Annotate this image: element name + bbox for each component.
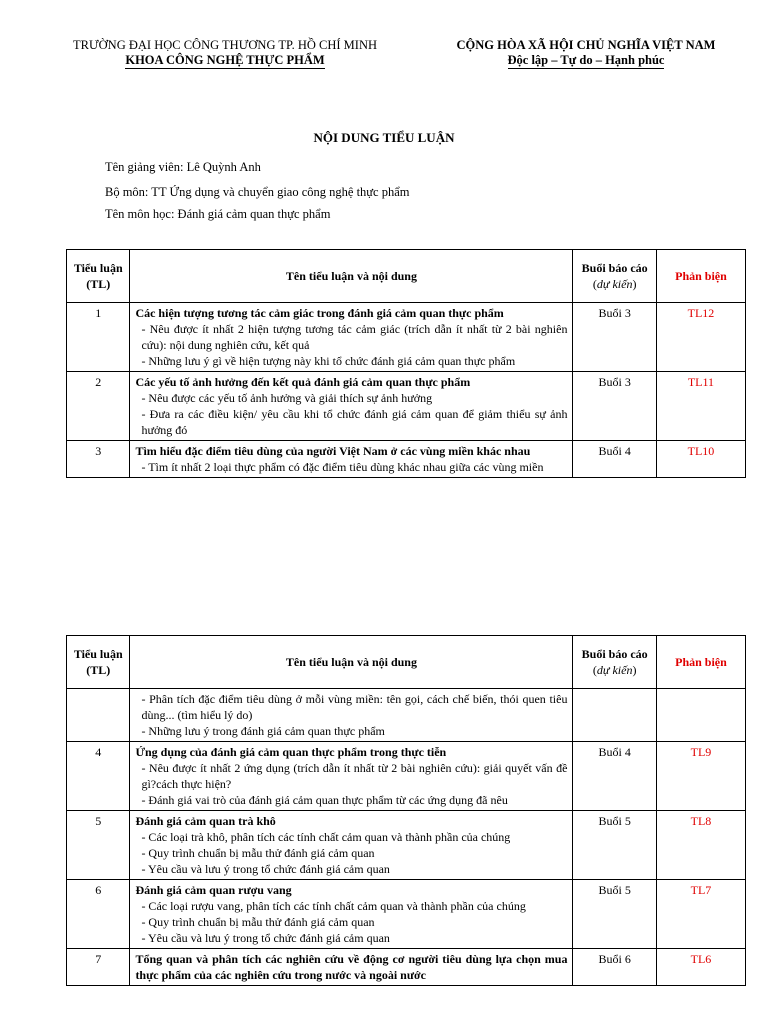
content-item: - Các loại trà khô, phân tích các tính chất cảm quan và thành phần của chúng xyxy=(141,830,511,844)
row-content xyxy=(130,880,573,949)
row-reviewer: TL7 xyxy=(656,880,745,949)
essay-title: Các hiện tượng tương tác cảm giác trong đánh giá cảm quan thực phẩm xyxy=(135,306,504,320)
content-item: - Yêu cầu và lưu ý trong tổ chức đánh giá cảm quan xyxy=(141,862,390,876)
content-item: - Những lưu ý gì về hiện tượng này khi tổ chức đánh giá cảm quan thực phẩm xyxy=(141,354,516,368)
row-content xyxy=(130,811,573,880)
row-session: Buổi 4 xyxy=(573,441,656,478)
essay-title: Tìm hiểu đặc điểm tiêu dùng của người Việt Nam ở các vùng miền khác nhau xyxy=(135,444,531,458)
content-item: - Quy trình chuẩn bị mẫu thử đánh giá cảm quan xyxy=(141,846,375,860)
header-session-note: dự kiến xyxy=(596,663,633,677)
row-session: Buổi 5 xyxy=(573,880,656,949)
row-session: Buổi 3 xyxy=(573,303,656,372)
national-header xyxy=(440,38,732,69)
page-title: NỘI DUNG TIỂU LUẬN xyxy=(313,130,455,145)
row-content xyxy=(130,303,573,372)
essay-title: Đánh giá cảm quan rượu vang xyxy=(135,883,292,897)
row-reviewer: TL12 xyxy=(656,303,745,372)
row-number: 5 xyxy=(67,811,130,880)
essay-title: Ứng dụng của đánh giá cảm quan thực phẩm trong thực tiễn xyxy=(135,745,447,759)
essay-title: Tổng quan và phân tích các nghiên cứu về động cơ người tiêu dùng lựa chọn mua thực phẩm của các nghiên cứu trong nước và ngoài nước xyxy=(135,952,568,982)
row-number: 1 xyxy=(67,303,130,372)
header-essay-title: Tên tiểu luận và nội dung xyxy=(130,250,573,303)
header-reviewer: Phản biện xyxy=(656,250,745,303)
content-item: - Nêu được ít nhất 2 ứng dụng (trích dẫn ít nhất từ 2 bài nghiên cứu): giải quyết vấn đề gì?cách thực hiện? xyxy=(141,761,568,791)
essay-table-2 xyxy=(66,635,746,986)
table-row xyxy=(67,880,746,949)
table-row xyxy=(67,303,746,372)
content-item: - Tìm ít nhất 2 loại thực phẩm có đặc điểm tiêu dùng khác nhau giữa các vùng miền xyxy=(141,460,544,474)
header-session: Buổi báo cáo (dự kiến) xyxy=(573,636,656,689)
row-content xyxy=(130,949,573,986)
row-reviewer xyxy=(656,689,745,742)
row-number: 3 xyxy=(67,441,130,478)
table-row xyxy=(67,742,746,811)
content-item: - Đưa ra các điều kiện/ yêu cầu khi tổ chức đánh giá cảm quan để giảm thiểu sự ảnh hưởng đó xyxy=(141,407,568,437)
table-row xyxy=(67,811,746,880)
row-reviewer: TL10 xyxy=(656,441,745,478)
row-number: 7 xyxy=(67,949,130,986)
row-content xyxy=(130,441,573,478)
institution-header xyxy=(60,38,390,69)
university-name: TRƯỜNG ĐẠI HỌC CÔNG THƯƠNG TP. HỒ CHÍ MINH xyxy=(72,38,377,52)
row-content xyxy=(130,372,573,441)
header-reviewer: Phản biện xyxy=(656,636,745,689)
content-item: - Nêu được ít nhất 2 hiện tượng tương tác cảm giác (trích dẫn ít nhất từ 2 bài nghiên cứu): nội dung nghiên cứu, kết quả xyxy=(141,322,568,352)
row-reviewer: TL11 xyxy=(656,372,745,441)
table-row xyxy=(67,372,746,441)
header-session: Buổi báo cáo (dự kiến) xyxy=(573,250,656,303)
row-number: 6 xyxy=(67,880,130,949)
header-session-note: dự kiến xyxy=(596,277,633,291)
header-session-label: Buổi báo cáo xyxy=(581,261,648,275)
essay-table-1 xyxy=(66,249,746,478)
row-reviewer: TL8 xyxy=(656,811,745,880)
content-item: - Quy trình chuẩn bị mẫu thử đánh giá cảm quan xyxy=(141,915,375,929)
row-session: Buổi 3 xyxy=(573,372,656,441)
essay-title: Các yếu tố ảnh hưởng đến kết quả đánh giá cảm quan thực phẩm xyxy=(135,375,471,389)
lecturer-line: Tên giảng viên: Lê Quỳnh Anh xyxy=(105,160,261,174)
row-number: 2 xyxy=(67,372,130,441)
content-item: - Yêu cầu và lưu ý trong tổ chức đánh giá cảm quan xyxy=(141,931,390,945)
table-header-row xyxy=(67,636,746,689)
row-content xyxy=(130,742,573,811)
table-row xyxy=(67,441,746,478)
row-number: 4 xyxy=(67,742,130,811)
content-item: - Nêu được các yếu tố ảnh hưởng và giải thích sự ảnh hưởng xyxy=(141,391,433,405)
header-essay-title: Tên tiểu luận và nội dung xyxy=(130,636,573,689)
header-essay-number: Tiểu luận (TL) xyxy=(67,636,130,689)
content-item: - Những lưu ý trong đánh giá cảm quan thực phẩm xyxy=(141,724,385,738)
content-item: - Phân tích đặc điểm tiêu dùng ở mỗi vùng miền: tên gọi, cách chế biến, thói quen tiêu dùng... (tìm hiểu lý do) xyxy=(141,692,568,722)
content-item: - Các loại rượu vang, phân tích các tính chất cảm quan và thành phần của chúng xyxy=(141,899,526,913)
national-motto: CỘNG HÒA XÃ HỘI CHỦ NGHĨA VIỆT NAM xyxy=(456,38,716,52)
row-reviewer: TL6 xyxy=(656,949,745,986)
continuation-row xyxy=(67,689,746,742)
table-header-row xyxy=(67,250,746,303)
row-reviewer: TL9 xyxy=(656,742,745,811)
content-item: - Đánh giá vai trò của đánh giá cảm quan thực phẩm từ các ứng dụng đã nêu xyxy=(141,793,508,807)
row-session: Buổi 5 xyxy=(573,811,656,880)
row-number xyxy=(67,689,130,742)
row-session xyxy=(573,689,656,742)
course-line: Tên môn học: Đánh giá cảm quan thực phẩm xyxy=(105,207,331,221)
table-row xyxy=(67,949,746,986)
row-content xyxy=(130,689,573,742)
header-essay-number: Tiểu luận (TL) xyxy=(67,250,130,303)
essay-title: Đánh giá cảm quan trà khô xyxy=(135,814,276,828)
department-line: Bộ môn: TT Ứng dụng và chuyển giao công nghệ thực phẩm xyxy=(105,185,410,199)
row-session: Buổi 6 xyxy=(573,949,656,986)
national-slogan: Độc lập – Tự do – Hạnh phúc xyxy=(507,53,665,67)
header-session-label: Buổi báo cáo xyxy=(581,647,648,661)
row-session: Buổi 4 xyxy=(573,742,656,811)
faculty-name: KHOA CÔNG NGHỆ THỰC PHẨM xyxy=(125,53,325,67)
